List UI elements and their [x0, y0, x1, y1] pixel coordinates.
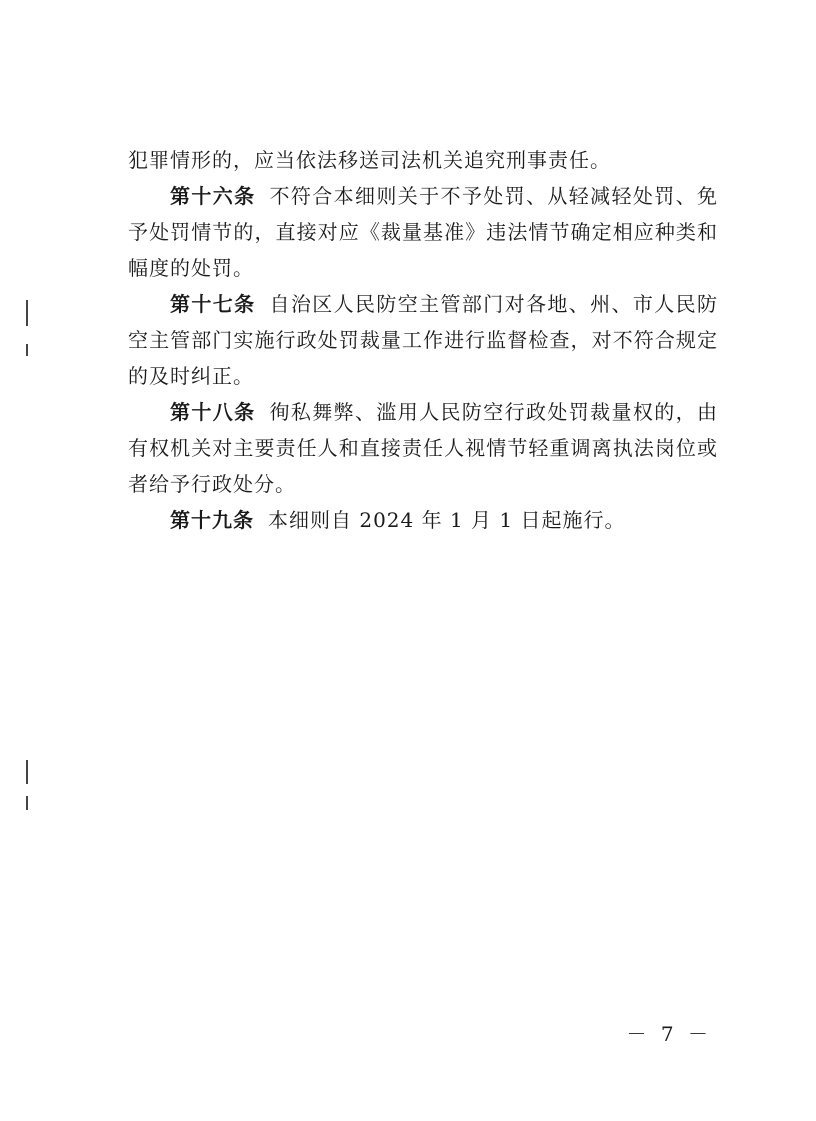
paragraph-text: 本细则自 2024 年 1 月 1 日起施行。	[268, 508, 626, 532]
page-number: － 7 －	[626, 1022, 712, 1046]
article-17	[128, 286, 718, 394]
paragraph-text: 徇私舞弊、滥用人民防空行政处罚裁量权的，由有权机关对主要责任人和直接责任人视情节轻重调离执法岗位或者给予行政处分。	[128, 400, 718, 496]
binding-mark	[26, 760, 28, 784]
article-18	[128, 394, 718, 502]
article-number: 第十九条	[170, 508, 254, 532]
article-16	[128, 178, 718, 286]
body-text	[128, 142, 718, 538]
binding-mark	[26, 300, 28, 326]
article-19	[128, 502, 718, 538]
paragraph-text: 自治区人民防空主管部门对各地、州、市人民防空主管部门实施行政处罚裁量工作进行监督检查，对不符合规定的及时纠正。	[128, 292, 718, 388]
paragraph-text: 不符合本细则关于不予处罚、从轻减轻处罚、免予处罚情节的，直接对应《裁量基准》违法情节确定相应种类和幅度的处罚。	[128, 184, 718, 280]
paragraph-text: 犯罪情形的，应当依法移送司法机关追究刑事责任。	[128, 148, 611, 172]
paragraph-continuation	[128, 142, 718, 178]
article-number: 第十七条	[170, 292, 256, 316]
binding-mark	[26, 796, 28, 810]
article-number: 第十八条	[170, 400, 256, 424]
article-number: 第十六条	[170, 184, 256, 208]
binding-mark	[26, 344, 28, 356]
